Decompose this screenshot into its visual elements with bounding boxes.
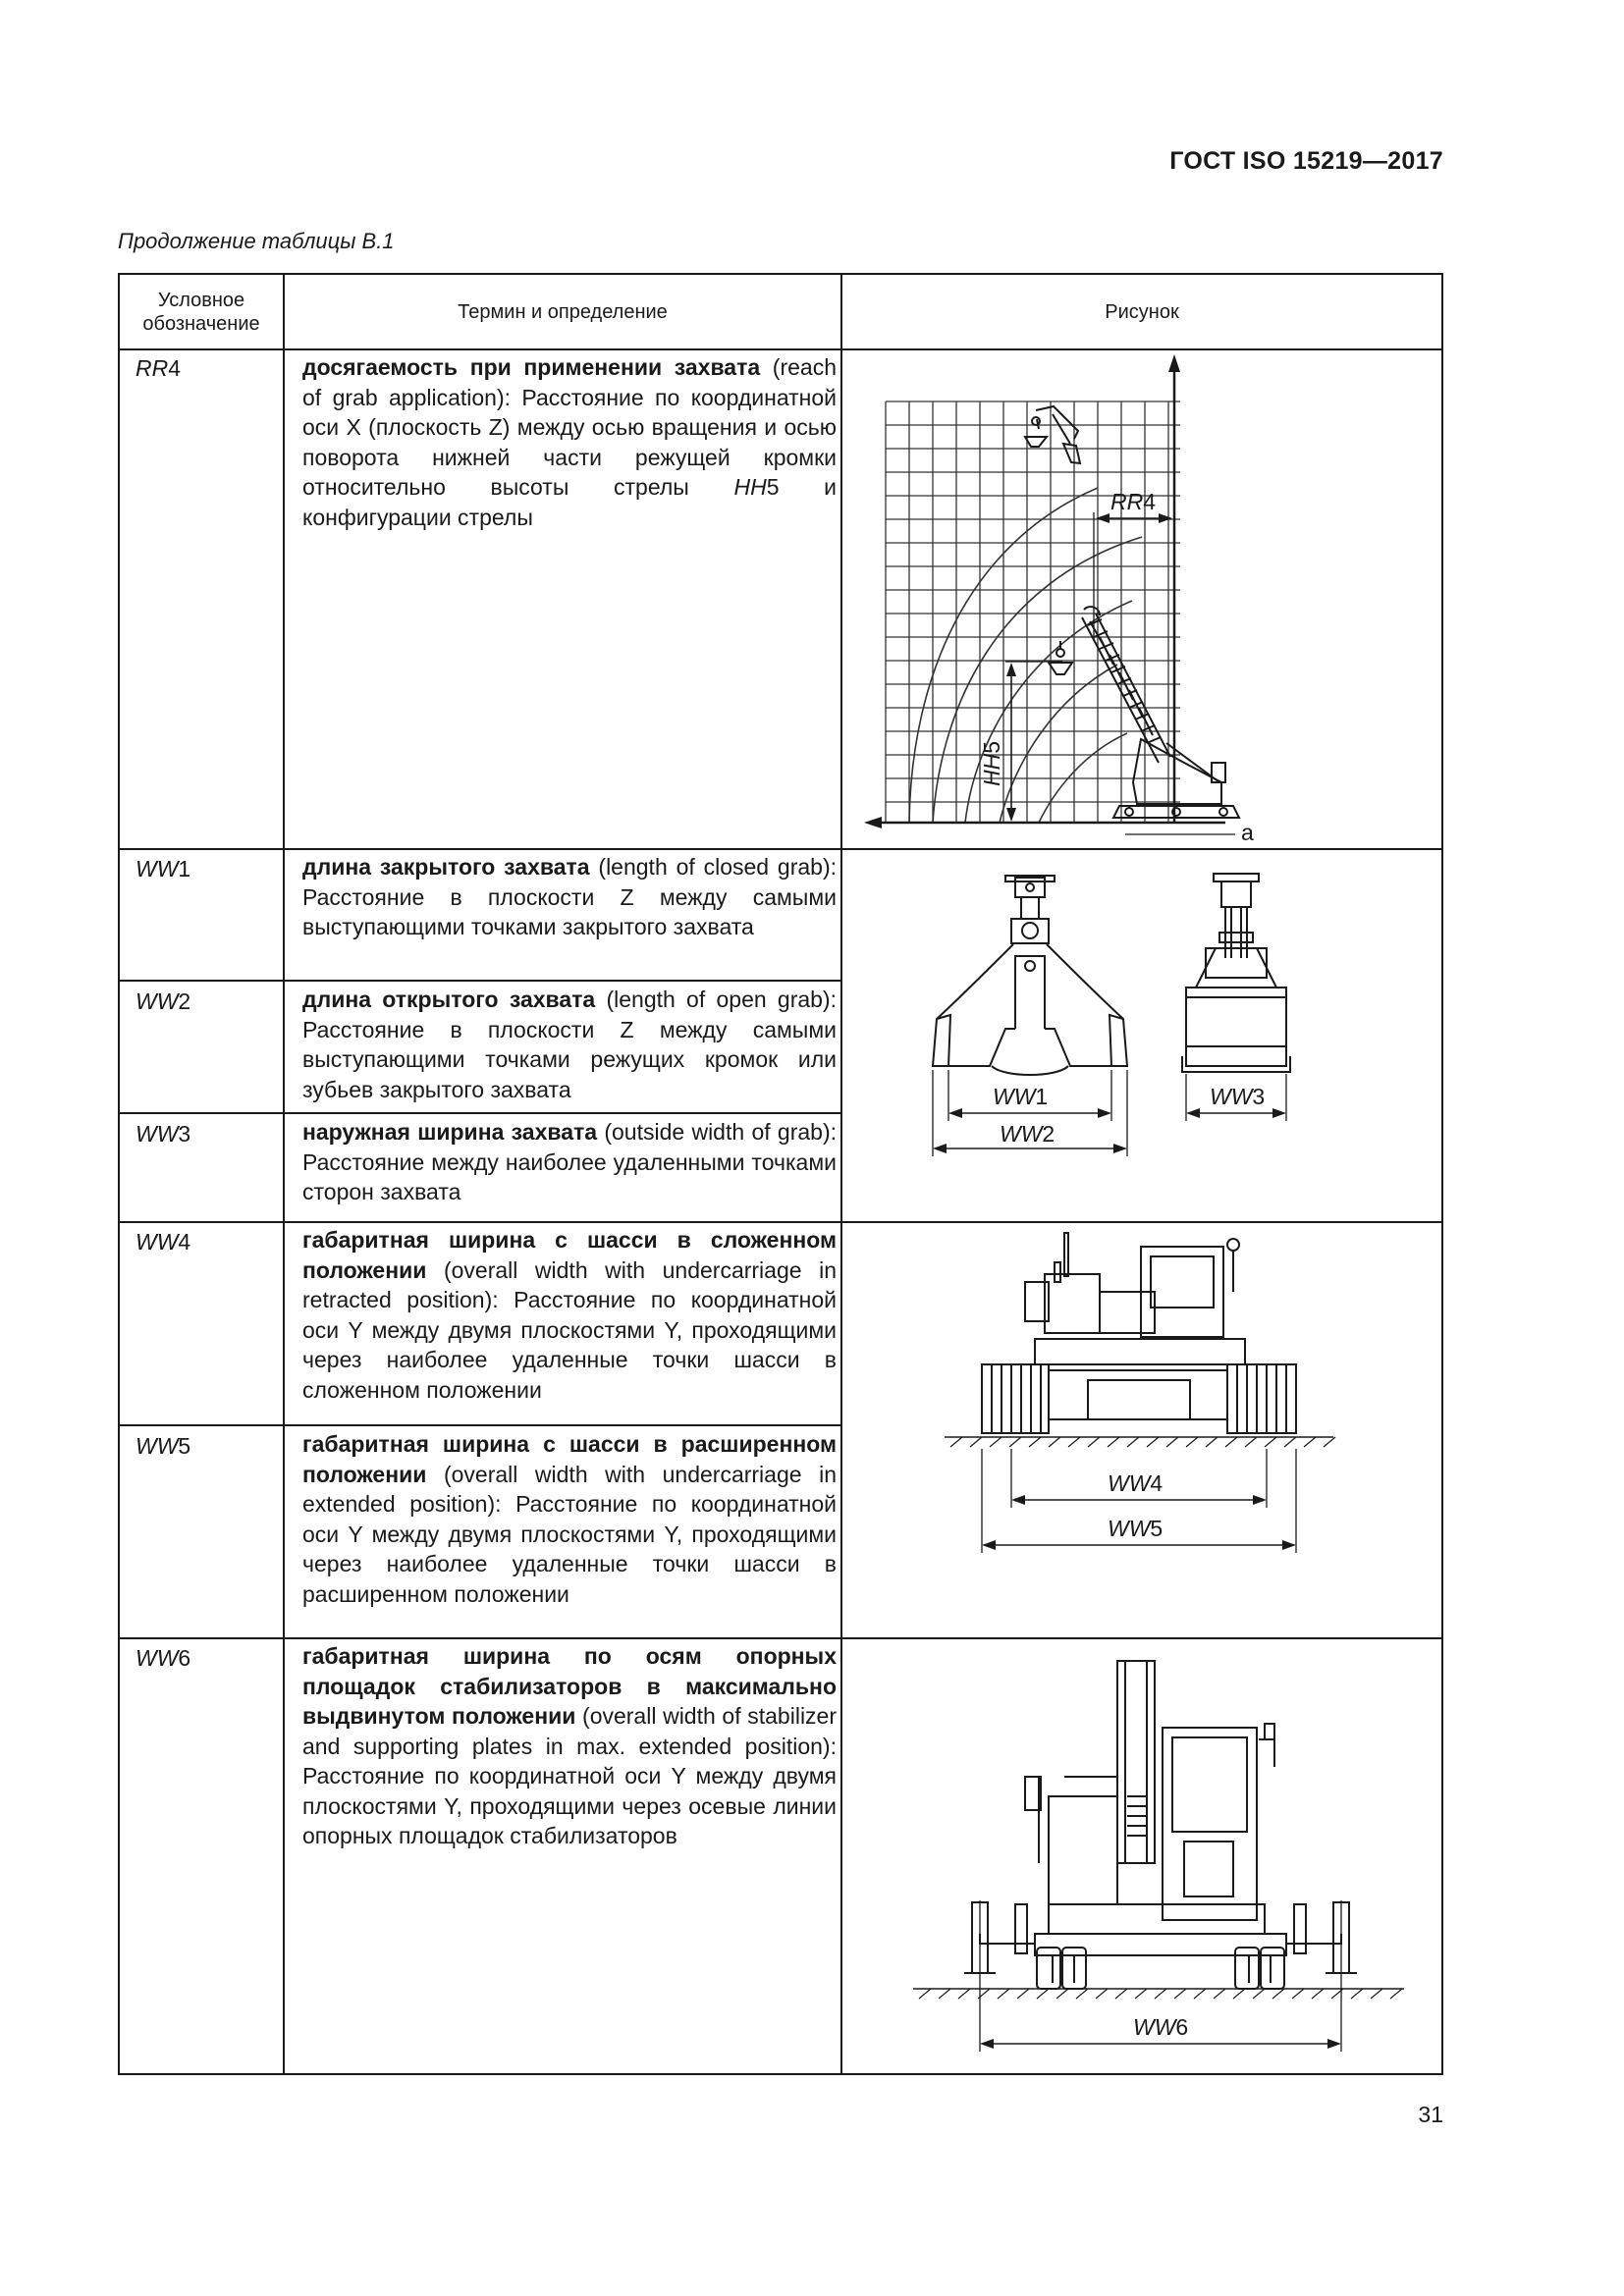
ww2-dimension: [933, 1121, 1127, 1153]
definition-ww1: длина закрытого захвата (length of closed grab): Расстояние в плоскости Z между самыми выступающими точками закрытого захвата: [302, 854, 838, 939]
header-term: Термин и определение: [458, 300, 668, 323]
document-id: ГОСТ ISO 15219—2017: [1169, 147, 1443, 175]
symbol-rr4: RR4: [135, 355, 182, 381]
row-divider: [120, 980, 841, 982]
table-caption: Продолжение таблицы В.1: [118, 229, 395, 253]
header-symbol: Условное обозначение: [142, 289, 260, 335]
lower-grab-drawing: [1049, 641, 1072, 674]
column-divider: [283, 275, 285, 2073]
svg-text:WW2: WW2: [1000, 1121, 1056, 1147]
grab-side-view-drawing: [1182, 874, 1290, 1072]
definition-rr4: досягаемость при применении захвата (reach of grab application): Расстояние по координатной оси X (плоскость Z) между осью вращения и осью поворота нижней части режущей кромки относительно высоты стрелы HH5 и конфигурации стрелы: [302, 354, 837, 530]
ground-line: [945, 1437, 1335, 1447]
symbol-ww4: WW4: [135, 1229, 191, 1255]
hh5-dimension: [979, 662, 1062, 822]
upper-grab-drawing: [1025, 406, 1080, 463]
ground-line: [913, 1989, 1404, 1999]
page-number: 31: [1418, 2102, 1443, 2127]
svg-text:RR4: RR4: [1110, 489, 1157, 514]
svg-text:WW4: WW4: [1108, 1470, 1164, 1496]
definition-ww5: габаритная ширина с шасси в расширенном положении (overall width with undercarriage in extended position): Расстояние по координатной оси Y между двумя плоскостями Y, проходящими через наиболее удаленные точки шасси в расширенном положении: [302, 1431, 837, 1607]
wheeled-excavator-drawing: [964, 1661, 1357, 1989]
definitions-table: [118, 273, 1443, 2075]
reach-arcs: [909, 488, 1142, 823]
ww3-dimension: [1186, 1084, 1286, 1118]
figure-grab-dimensions: [842, 850, 1441, 1221]
symbol-ww2: WW2: [135, 988, 191, 1014]
grid-lines: [886, 401, 1180, 823]
header-figure: Рисунок: [1105, 300, 1179, 323]
figure-stabilizer-width: [842, 1639, 1441, 2073]
ww6-dimension: [980, 2014, 1341, 2049]
row-divider: [120, 1112, 841, 1114]
ww1-dimension: [948, 1084, 1111, 1118]
figure-reach-of-grab: [842, 350, 1441, 848]
row-divider: [120, 1424, 841, 1426]
symbol-ww1: WW1: [135, 856, 191, 881]
figure-undercarriage-width: [842, 1223, 1441, 1637]
definition-ww6: габаритная ширина по осям опорных площадок стабилизаторов в максимально выдвинутом положении (overall width of stabilizer and supporting plates in max. extended position): Расстояние по координатной оси Y между двумя плоскостями Y, проходящими через осевые линии опорных площадок стабилизаторов: [302, 1643, 838, 1848]
symbol-ww3: WW3: [135, 1121, 191, 1147]
svg-text:HH5: HH5: [979, 740, 1004, 786]
definition-ww2: длина открытого захвата (length of open grab): Расстояние в плоскости Z между самыми выступающими точками режущих кромок или зубьев закрытого захвата: [302, 987, 837, 1102]
rr4-dimension: [1094, 489, 1172, 641]
machine-rear-view-drawing: [982, 1233, 1296, 1433]
definition-ww3: наружная ширина захвата (outside width of grab): Расстояние между наиболее удаленными точками сторон захвата: [302, 1119, 837, 1204]
svg-text:WW3: WW3: [1210, 1084, 1266, 1109]
ww5-dimension: [982, 1516, 1296, 1550]
ww4-dimension: [1011, 1470, 1267, 1505]
symbol-ww5: WW5: [135, 1433, 191, 1459]
svg-text:WW5: WW5: [1108, 1516, 1164, 1541]
definition-ww4: габаритная ширина с шасси в сложенном положении (overall width with undercarriage in retracted position): Расстояние по координатной оси Y между двумя плоскостями Y, проходящими через наиболее удаленные точки шасси в сложенном положении: [302, 1227, 837, 1403]
svg-text:WW6: WW6: [1133, 2014, 1189, 2040]
symbol-ww6: WW6: [135, 1645, 191, 1671]
svg-text:a: a: [1241, 820, 1254, 845]
grab-front-view-drawing: [933, 876, 1127, 1075]
svg-text:WW1: WW1: [993, 1084, 1049, 1109]
crawler-crane-drawing: [1082, 607, 1239, 818]
